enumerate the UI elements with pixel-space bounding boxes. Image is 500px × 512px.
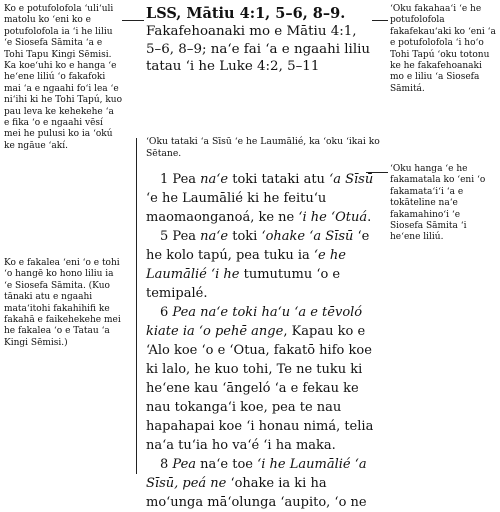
jst-change: ʻe he Laumālié ʻi he: [146, 248, 346, 282]
jst-change: naʻe: [200, 229, 229, 244]
verse-number: 6: [160, 305, 169, 320]
verse-number: 8: [160, 457, 169, 472]
scripture-reference: LSS, Mātiu 4:1, 5–6, 8–9.: [146, 5, 346, 22]
margin-note-verse-explanation: Ko e potufolofola ʻuliʻuli matolu ko ʻeni ko e potufolofola ia ʻi he liliu ʻe Siosefa Sāmita ʻa e Tohi Tapu Kingi Sēmisi. Ka koeʻuhi ko e hanga ʻe heʻene liliú ʻo fakafoki mai ʻa e ngaahi foʻi lea ʻe niʻihi ki he Tohi Tapú, kuo pau leva ke kehekehe ʻa e fika ʻo e ngaahi vēsí mei he pulusi ko ia ʻokú ke ngāue ʻakí.: [4, 4, 123, 151]
vertical-rule: [136, 138, 137, 474]
leader-line-left: [122, 20, 144, 21]
jst-change: ʻi he Laumālié ʻa Sīsū, peá ne: [146, 457, 367, 491]
verse-5: 5 Pea naʻe toki ʻohake ʻa Sīsū ʻe he kolo tapú, pea tuku ia ʻe he Laumālié ʻi he tumutumu ʻo e temipalé.: [146, 229, 370, 301]
jst-change: naʻe: [200, 172, 229, 187]
jst-change: Pea naʻe toki haʻu ʻa e tēvoló kiate ia ʻo pehē ange: [146, 305, 363, 339]
jst-change: ʻa Sīsū: [329, 172, 374, 187]
verse-8: 8 Pea naʻe toe ʻi he Laumālié ʻa Sīsū, peá ne ʻohake ia ki ha moʻunga māʻolunga ʻaupito, ʻo ne: [146, 457, 367, 510]
jst-change: ʻi he ʻOtuá: [298, 210, 368, 225]
jst-change: Pea: [172, 457, 197, 472]
margin-note-related-scripture: ʻOku fakahaaʻi ʻe he potufolofola fakafekauʻaki ko ʻeni ʻa e potufolofola ʻi hoʻo Tohi Tapú ʻoku totonu ke he fakafehoanaki mo e liliu ʻa Siosefa Sāmitá.: [390, 4, 496, 94]
comparison-reference: Fakafehoanaki mo e Mātiu 4:1, 5–6, 8–9; naʻe fai ʻa e ngaahi liliu tatau ʻi he Luke 4:2, 5–11: [146, 23, 371, 75]
jst-change: ʻohake ʻa Sīsū: [261, 229, 354, 244]
passage-heading: [146, 5, 372, 76]
margin-note-translation-explanation: Ko e fakalea ʻeni ʻo e tohi ʻo hangē ko hono liliu ia ʻe Siosefa Sāmita. (Kuo tānaki atu e ngaahi mataʻitohi fakahihifi ke fakahā e faikehekehe mei he fakalea ʻo e Tatau ʻa Kingi Sēmisi.): [4, 258, 121, 348]
leader-line-right: [372, 20, 388, 21]
chapter-summary: ʻOku tataki ʻa Sīsū ʻe he Laumālié, ka ʻoku ʻikai ko Sētane.: [146, 136, 380, 159]
verse-number: 5: [160, 229, 169, 244]
margin-note-summary-explanation: ʻOku hanga ʻe he fakamatala ko ʻeni ʻo fakamataʻiʻi ʻa e tokāteline naʻe fakamahinoʻi ʻe Siosefa Sāmita ʻi heʻene liliú.: [390, 164, 486, 243]
verse-6: 6 Pea naʻe toki haʻu ʻa e tēvoló kiate ia ʻo pehē ange, Kapau ko e ʻAlo koe ʻo e ʻOtua, fakatō hifo koe ki lalo, he kuo tohi, Te ne tuku ki heʻene kau ʻāngeló ʻa e fekau ke nau tokangaʻi koe, pea te nau hapahapai koe ʻi honau nimá, telia naʻa tuʻia ho vaʻé ʻi ha maka.: [146, 305, 374, 453]
scripture-text: [146, 170, 382, 512]
verse-number: 1: [160, 172, 169, 187]
verse-1: 1 Pea naʻe toki tataki atu ʻa Sīsū ʻe he Laumālié ki he feituʻu maomaonganoá, ke ne ʻi he ʻOtuá.: [146, 172, 374, 225]
